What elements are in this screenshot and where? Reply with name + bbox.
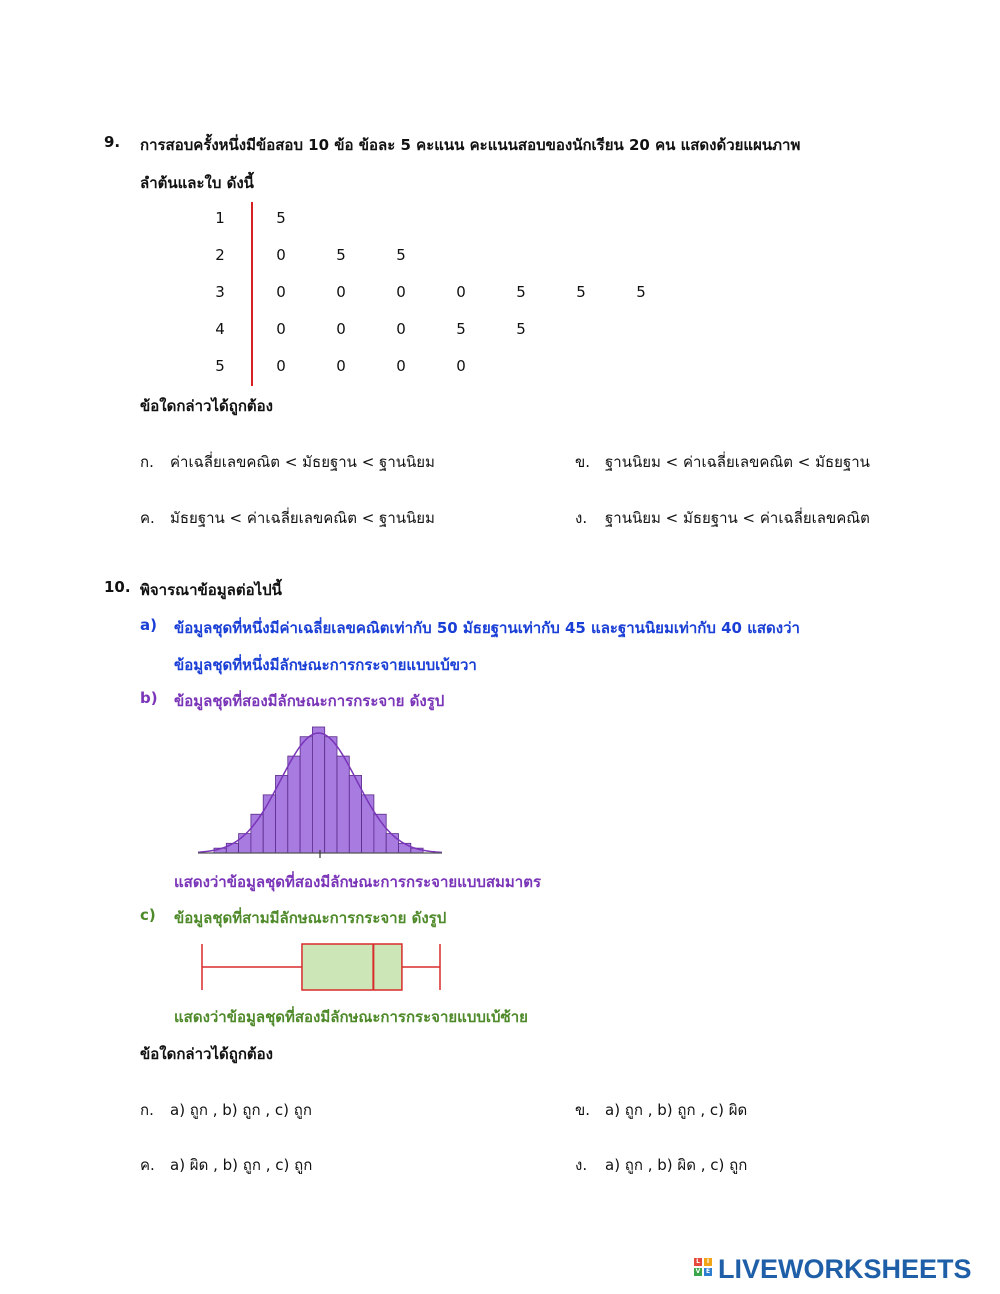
q10-option-b[interactable]	[575, 1098, 747, 1122]
histogram-bar	[239, 834, 251, 853]
q10-option-d[interactable]	[575, 1153, 747, 1177]
option-label: ก.	[140, 453, 154, 471]
leaf-value: 0	[456, 357, 466, 375]
leaf-value: 0	[276, 320, 286, 338]
histogram-bar	[399, 843, 411, 853]
q9-option-a[interactable]	[140, 450, 435, 474]
leaf-value: 0	[276, 246, 286, 264]
leaf-value: 0	[456, 283, 466, 301]
q10-question: ข้อใดกล่าวได้ถูกต้อง	[140, 1045, 273, 1063]
q10-b-conclusion: แสดงว่าข้อมูลชุดที่สองมีลักษณะการกระจายแบบสมมาตร	[174, 873, 542, 891]
q10-option-c[interactable]	[140, 1153, 312, 1177]
leaf-value: 0	[396, 283, 406, 301]
option-label: ค.	[140, 1156, 155, 1174]
leaf-value: 5	[636, 283, 646, 301]
leaf-value: 0	[336, 283, 346, 301]
histogram-bar	[263, 795, 275, 853]
q10-a-line1: ข้อมูลชุดที่หนึ่งมีค่าเฉลี่ยเลขคณิตเท่ากับ 50 มัธยฐานเท่ากับ 45 และฐานนิยมเท่ากับ 40 แสดงว่า	[174, 619, 800, 637]
option-label: ข.	[575, 453, 591, 471]
q9-option-b[interactable]	[575, 450, 870, 474]
option-label: ค.	[140, 509, 155, 527]
boxplot-box	[302, 944, 402, 990]
q9-text-line1: การสอบครั้งหนึ่งมีข้อสอบ 10 ข้อ ข้อละ 5 คะแนน คะแนนสอบของนักเรียน 20 คน แสดงด้วยแผนภาพ	[140, 136, 801, 154]
stem-value: 5	[215, 357, 225, 375]
leaf-value: 0	[396, 320, 406, 338]
leaf-value: 5	[576, 283, 586, 301]
q10-b-line: ข้อมูลชุดที่สองมีลักษณะการกระจาย ดังรูป	[174, 692, 445, 710]
histogram-bar	[312, 727, 324, 853]
histogram-bar	[386, 834, 398, 853]
leaf-value: 0	[396, 357, 406, 375]
option-text: a) ถูก , b) ผิด , c) ถูก	[605, 1156, 748, 1174]
histogram-bar	[362, 795, 374, 853]
q10-intro: พิจารณาข้อมูลต่อไปนี้	[140, 581, 282, 599]
leaf-value: 0	[336, 357, 346, 375]
leaf-value: 0	[276, 283, 286, 301]
q10-c-line: ข้อมูลชุดที่สามมีลักษณะการกระจาย ดังรูป	[174, 909, 447, 927]
symmetric-histogram	[196, 722, 446, 862]
option-text: ฐานนิยม < ค่าเฉลี่ยเลขคณิต < มัธยฐาน	[605, 453, 870, 471]
left-skewed-boxplot	[196, 938, 446, 998]
liveworksheets-logo-icon: L I V E	[695, 1258, 711, 1275]
option-label: ง.	[575, 509, 588, 527]
q10-c-label: c)	[140, 906, 156, 924]
q10-b-label: b)	[140, 689, 158, 707]
leaf-value: 5	[516, 283, 526, 301]
option-label: ง.	[575, 1156, 588, 1174]
histogram-bar	[325, 737, 337, 853]
q10-option-a[interactable]	[140, 1098, 312, 1122]
leaf-value: 5	[336, 246, 346, 264]
q10-a-label: a)	[140, 616, 157, 634]
q9-option-d[interactable]	[575, 506, 870, 530]
option-text: a) ถูก , b) ถูก , c) ถูก	[170, 1101, 312, 1119]
liveworksheets-logo-text[interactable]: LIVEWORKSHEETS	[718, 1254, 972, 1284]
q10-a-line2: ข้อมูลชุดที่หนึ่งมีลักษณะการกระจายแบบเบ้ขวา	[174, 656, 477, 674]
q10-number: 10.	[104, 578, 131, 596]
option-label: ข.	[575, 1101, 591, 1119]
option-text: a) ผิด , b) ถูก , c) ถูก	[170, 1156, 313, 1174]
histogram-bar	[288, 756, 300, 853]
leaf-value: 0	[336, 320, 346, 338]
q9-option-c[interactable]	[140, 506, 435, 530]
option-text: มัธยฐาน < ค่าเฉลี่ยเลขคณิต < ฐานนิยม	[170, 509, 435, 527]
stem-value: 1	[215, 209, 225, 227]
leaf-value: 5	[396, 246, 406, 264]
leaf-value: 5	[516, 320, 526, 338]
leaf-value: 0	[276, 357, 286, 375]
leaf-value: 5	[456, 320, 466, 338]
q9-text-line2: ลำต้นและใบ ดังนี้	[140, 174, 254, 192]
histogram-bar	[226, 843, 238, 853]
option-label: ก.	[140, 1101, 154, 1119]
stem-value: 4	[215, 320, 225, 338]
q9-number: 9.	[104, 133, 121, 151]
stem-value: 3	[215, 283, 225, 301]
option-text: ฐานนิยม < มัธยฐาน < ค่าเฉลี่ยเลขคณิต	[605, 509, 870, 527]
leaf-value: 5	[276, 209, 286, 227]
q10-c-conclusion: แสดงว่าข้อมูลชุดที่สองมีลักษณะการกระจายแบบเบ้ซ้าย	[174, 1008, 528, 1026]
histogram-bar	[337, 756, 349, 853]
stem-divider-line	[251, 202, 253, 386]
histogram-bar	[300, 737, 312, 853]
option-text: a) ถูก , b) ถูก , c) ผิด	[605, 1101, 748, 1119]
option-text: ค่าเฉลี่ยเลขคณิต < มัธยฐาน < ฐานนิยม	[170, 453, 435, 471]
stem-value: 2	[215, 246, 225, 264]
q9-question: ข้อใดกล่าวได้ถูกต้อง	[140, 397, 273, 415]
